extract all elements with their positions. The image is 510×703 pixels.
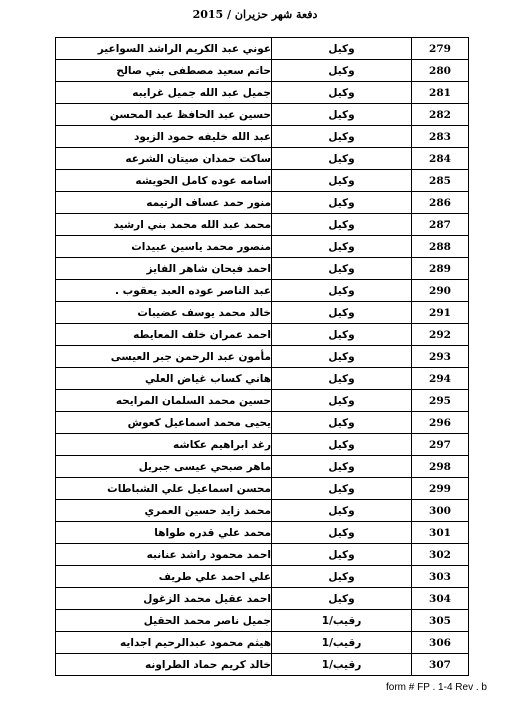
table-row [56, 148, 469, 170]
row-number: 285 [412, 170, 469, 192]
roster-table [55, 37, 469, 676]
name-cell: احمد فيحان شاهر الفايز [56, 258, 272, 280]
name-cell: منور حمد عساف الرتيمه [56, 192, 272, 214]
table-row [56, 104, 469, 126]
table-row [56, 214, 469, 236]
rank-cell: وكيل [272, 148, 412, 170]
name-cell: حاتم سعيد مصطفى بني صالح [56, 60, 272, 82]
row-number: 294 [412, 368, 469, 390]
row-number: 293 [412, 346, 469, 368]
row-number: 295 [412, 390, 469, 412]
rank-cell: وكيل [272, 456, 412, 478]
page-title: دفعة شهر حزيران / 2015 [192, 8, 318, 21]
row-number: 287 [412, 214, 469, 236]
name-cell: عبد الناصر عوده العبد يعقوب . [56, 280, 272, 302]
rank-cell: وكيل [272, 104, 412, 126]
row-number: 291 [412, 302, 469, 324]
row-number: 300 [412, 500, 469, 522]
table-row [56, 346, 469, 368]
name-cell: احمد عمران خلف المعايطه [56, 324, 272, 346]
rank-cell: وكيل [272, 346, 412, 368]
table-row [56, 236, 469, 258]
table-row [56, 544, 469, 566]
row-number: 305 [412, 610, 469, 632]
rank-cell: وكيل [272, 258, 412, 280]
rank-cell: وكيل [272, 544, 412, 566]
table-row [56, 60, 469, 82]
name-cell: خالد كريم حماد الطراونه [56, 654, 272, 676]
row-number: 290 [412, 280, 469, 302]
rank-cell: رقيب/1 [272, 610, 412, 632]
name-cell: ساكت حمدان صيتان الشرعه [56, 148, 272, 170]
table-row [56, 632, 469, 654]
name-cell: احمد عقيل محمد الزغول [56, 588, 272, 610]
name-cell: يحيى محمد اسماعيل كعوش [56, 412, 272, 434]
row-number: 289 [412, 258, 469, 280]
rank-cell: وكيل [272, 368, 412, 390]
rank-cell: وكيل [272, 192, 412, 214]
row-number: 306 [412, 632, 469, 654]
name-cell: محمد علي قدره طواها [56, 522, 272, 544]
table-row [56, 280, 469, 302]
table-row [56, 170, 469, 192]
rank-cell: وكيل [272, 390, 412, 412]
row-number: 281 [412, 82, 469, 104]
table-row [56, 258, 469, 280]
name-cell: حسين محمد السلمان المرايحه [56, 390, 272, 412]
table-row [56, 522, 469, 544]
name-cell: مأمون عبد الرحمن جبر العيسى [56, 346, 272, 368]
rank-cell: وكيل [272, 38, 412, 60]
name-cell: خالد محمد يوسف عضيبات [56, 302, 272, 324]
row-number: 296 [412, 412, 469, 434]
name-cell: محمد عبد الله محمد بني ارشيد [56, 214, 272, 236]
row-number: 297 [412, 434, 469, 456]
roster-table-body [56, 38, 469, 676]
name-cell: علي احمد علي طريف [56, 566, 272, 588]
table-row [56, 588, 469, 610]
name-cell: حسين عبد الحافظ عبد المحسن [56, 104, 272, 126]
name-cell: محمد زايد حسين العمري [56, 500, 272, 522]
name-cell: هاني كساب غياض العلي [56, 368, 272, 390]
table-row [56, 412, 469, 434]
table-row [56, 38, 469, 60]
rank-cell: وكيل [272, 412, 412, 434]
table-row [56, 368, 469, 390]
row-number: 279 [412, 38, 469, 60]
form-code-footer: form # FP . 1-4 Rev . b [386, 682, 487, 693]
row-number: 303 [412, 566, 469, 588]
table-row [56, 126, 469, 148]
name-cell: هيثم محمود عبدالرحيم اجدايه [56, 632, 272, 654]
name-cell: جميل عبد الله جميل غرايبه [56, 82, 272, 104]
table-row [56, 500, 469, 522]
table-row [56, 390, 469, 412]
table-row [56, 324, 469, 346]
table-row [56, 566, 469, 588]
row-number: 304 [412, 588, 469, 610]
row-number: 282 [412, 104, 469, 126]
row-number: 280 [412, 60, 469, 82]
table-row [56, 456, 469, 478]
table-row [56, 654, 469, 676]
table-row [56, 610, 469, 632]
name-cell: احمد محمود راشد عنانبه [56, 544, 272, 566]
rank-cell: وكيل [272, 214, 412, 236]
table-row [56, 302, 469, 324]
rank-cell: وكيل [272, 588, 412, 610]
rank-cell: وكيل [272, 280, 412, 302]
rank-cell: وكيل [272, 566, 412, 588]
rank-cell: وكيل [272, 522, 412, 544]
rank-cell: وكيل [272, 324, 412, 346]
row-number: 299 [412, 478, 469, 500]
table-row [56, 192, 469, 214]
rank-cell: وكيل [272, 478, 412, 500]
table-row [56, 478, 469, 500]
name-cell: ماهر صبحي عيسى جبريل [56, 456, 272, 478]
row-number: 292 [412, 324, 469, 346]
name-cell: اسامه عوده كامل الحويشه [56, 170, 272, 192]
row-number: 288 [412, 236, 469, 258]
row-number: 284 [412, 148, 469, 170]
row-number: 286 [412, 192, 469, 214]
row-number: 283 [412, 126, 469, 148]
rank-cell: رقيب/1 [272, 632, 412, 654]
row-number: 301 [412, 522, 469, 544]
rank-cell: وكيل [272, 434, 412, 456]
rank-cell: وكيل [272, 302, 412, 324]
row-number: 307 [412, 654, 469, 676]
rank-cell: وكيل [272, 82, 412, 104]
name-cell: منصور محمد ياسين عبيدات [56, 236, 272, 258]
rank-cell: وكيل [272, 500, 412, 522]
rank-cell: وكيل [272, 170, 412, 192]
name-cell: محسن اسماعيل علي الشباطات [56, 478, 272, 500]
name-cell: جميل ناصر محمد الحقيل [56, 610, 272, 632]
table-row [56, 82, 469, 104]
rank-cell: وكيل [272, 126, 412, 148]
name-cell: رغد ابراهيم عكاشه [56, 434, 272, 456]
name-cell: عبد الله خليفه حمود الزيود [56, 126, 272, 148]
name-cell: عوني عبد الكريم الراشد السواعير [56, 38, 272, 60]
row-number: 302 [412, 544, 469, 566]
rank-cell: وكيل [272, 236, 412, 258]
rank-cell: وكيل [272, 60, 412, 82]
row-number: 298 [412, 456, 469, 478]
table-row [56, 434, 469, 456]
rank-cell: رقيب/1 [272, 654, 412, 676]
